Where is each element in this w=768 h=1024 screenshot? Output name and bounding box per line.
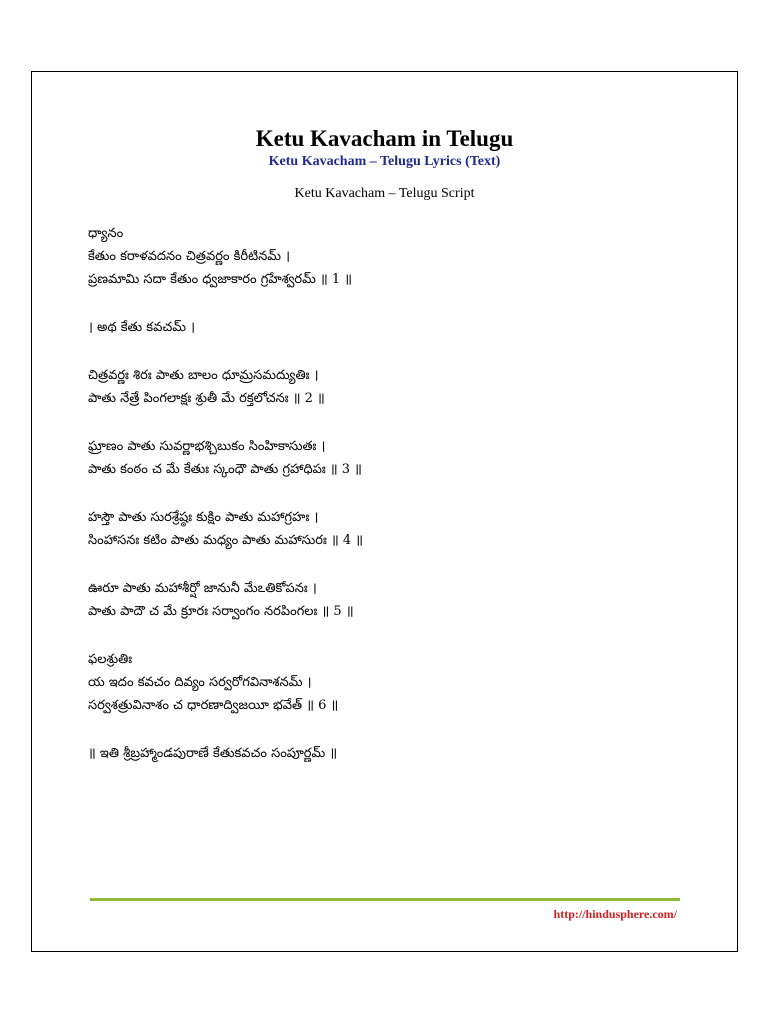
page-title: Ketu Kavacham in Telugu bbox=[255, 126, 514, 151]
verse-line: చిత్రవర్ణః శిరః పాతు బాలం ధూమ్రసమద్యుతిః । bbox=[88, 368, 319, 383]
verse-line: పాతు కంఠం చ మే కేతుః స్కంధౌ పాతు గ్రహాధిపః ॥ 3 ॥ bbox=[88, 462, 362, 477]
verse-line: ॥ ఇతి శ్రీబ్రహ్మాండపురాణే కేతుకవచం సంపూర్ణమ్ ॥ bbox=[88, 746, 338, 761]
stanza-2 bbox=[88, 364, 688, 410]
verse-line: ఊరూ పాతు మహాశీర్షో జానునీ మేఽతికోపనః । bbox=[88, 581, 317, 596]
stanza-closing bbox=[88, 742, 688, 765]
verse-line: । అథ కేతు కవచమ్ । bbox=[88, 320, 196, 335]
verse-line: కేతుం కరాళవదనం చిత్రవర్ణం కిరీటినమ్ । bbox=[88, 249, 291, 264]
stanza-dhyanam bbox=[88, 222, 688, 291]
verse-line: ధ్యానం bbox=[88, 226, 124, 241]
website-link[interactable]: http://hindusphere.com/ bbox=[553, 907, 677, 921]
stanza-phalashruti bbox=[88, 648, 688, 717]
document-page bbox=[31, 71, 738, 952]
verse-line: ప్రణమామి సదా కేతుం ధ్వజాకారం గ్రహేశ్వరమ్ ॥ 1 ॥ bbox=[88, 272, 353, 287]
verse-line: ఘ్రాణం పాతు సువర్ణాభశ్చిబుకం సింహికాసుతః । bbox=[88, 439, 326, 454]
verse-line: సర్వశత్రువినాశం చ ధారణాద్విజయీ భవేత్ ॥ 6 ॥ bbox=[88, 698, 339, 713]
verse-line: పాతు పాదౌ చ మే క్రూరః సర్వాంగం నరపింగలః ॥ 5 ॥ bbox=[88, 604, 354, 619]
stanza-3 bbox=[88, 435, 688, 481]
stanza-4 bbox=[88, 506, 688, 552]
stanza-heading bbox=[88, 316, 688, 339]
stanza-5 bbox=[88, 577, 688, 623]
script-heading: Ketu Kavacham – Telugu Script bbox=[294, 186, 475, 201]
verse-line: పాతు నేత్రే పింగలాక్షః శ్రుతీ మే రక్తలోచనః ॥ 2 ॥ bbox=[88, 391, 325, 406]
verse-line: సింహాసనః కటిం పాతు మధ్యం పాతు మహాసురః ॥ 4 ॥ bbox=[88, 533, 364, 548]
footer-divider bbox=[90, 898, 680, 901]
page-subtitle: Ketu Kavacham – Telugu Lyrics (Text) bbox=[268, 154, 501, 169]
verse-line: హస్తౌ పాతు సురశ్రేష్ఠః కుక్షిం పాతు మహాగ్రహః । bbox=[88, 510, 319, 525]
verse-line: ఫలశ్రుతిః bbox=[88, 652, 133, 667]
verse-line: య ఇదం కవచం దివ్యం సర్వరోగవినాశనమ్ । bbox=[88, 675, 312, 690]
kavacham-text bbox=[88, 222, 688, 790]
